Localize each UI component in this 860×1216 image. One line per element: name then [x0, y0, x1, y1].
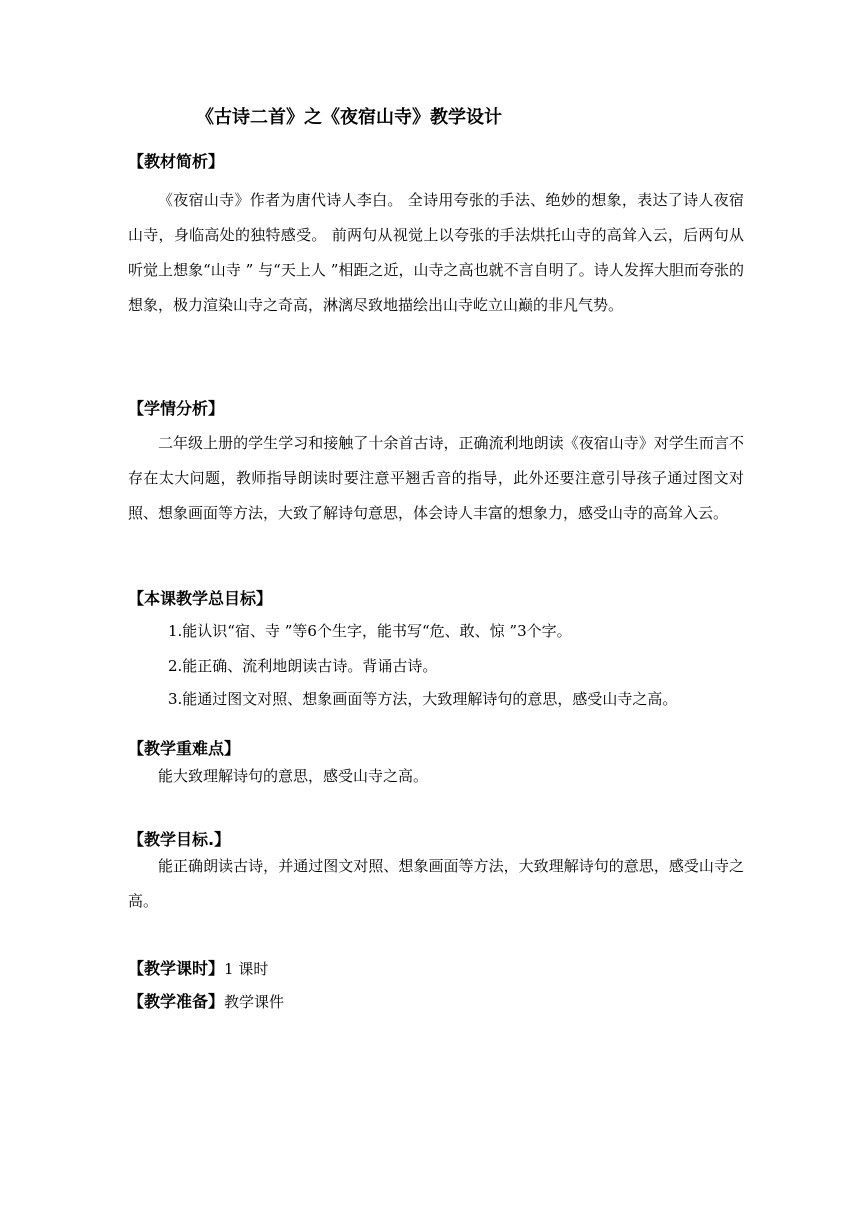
key-points-heading: 【教学重难点】 — [128, 739, 241, 758]
overall-goals-heading: 【本课教学总目标】 — [128, 589, 273, 608]
class-hours-value: 1 课时 — [224, 960, 269, 978]
goal-item-3: 3.能通过图文对照、想象画面等方法，大致理解诗句的意思，感受山寺之高。 — [168, 690, 678, 708]
students-heading: 【学情分析】 — [128, 399, 225, 418]
teaching-goals-heading: 【教学目标.】 — [128, 830, 231, 849]
materials-paragraph: 《夜宿山寺》作者为唐代诗人李白。 全诗用夸张的手法、绝妙的想象，表达了诗人夜宿山寺，身临高处的独特感受。 前两句从视觉上以夸张的手法烘托山寺的高耸入云，后两句从听觉上想象“山寺 ” 与“天上人 ”相距之近，山寺之高也就不言自明了。诗人发挥大胆而夸张的想象，极力渲染山寺之奇高，淋漓尽致地描绘出山寺屹立山巅的非凡气势。 — [128, 191, 744, 314]
key-points-paragraph: 能大致理解诗句的意思，感受山寺之高。 — [158, 767, 429, 785]
document-title: 《古诗二首》之《夜宿山寺》教学设计 — [196, 107, 502, 128]
preparation-value: 教学课件 — [224, 993, 285, 1011]
teaching-goals-paragraph: 能正确朗读古诗，并通过图文对照、想象画面等方法，大致理解诗句的意思，感受山寺之高。 — [128, 857, 744, 910]
goal-item-2: 2.能正确、流利地朗读古诗。背诵古诗。 — [168, 657, 438, 675]
preparation-row — [128, 991, 284, 1013]
preparation-heading: 【教学准备】 — [128, 992, 225, 1011]
goal-item-1: 1.能认识“宿、寺 ”等6个生字，能书写“危、敢、惊 ”3个字。 — [168, 622, 572, 640]
materials-heading: 【教材简析】 — [128, 152, 225, 171]
class-hours-row — [128, 958, 268, 980]
students-paragraph: 二年级上册的学生学习和接触了十余首古诗，正确流利地朗读《夜宿山寺》对学生而言不存在太大问题，教师指导朗读时要注意平翘舌音的指导，此外还要注意引导孩子通过图文对照、想象画面等方法，大致了解诗句意思，体会诗人丰富的想象力，感受山寺的高耸入云。 — [128, 434, 744, 522]
class-hours-heading: 【教学课时】 — [128, 959, 225, 978]
